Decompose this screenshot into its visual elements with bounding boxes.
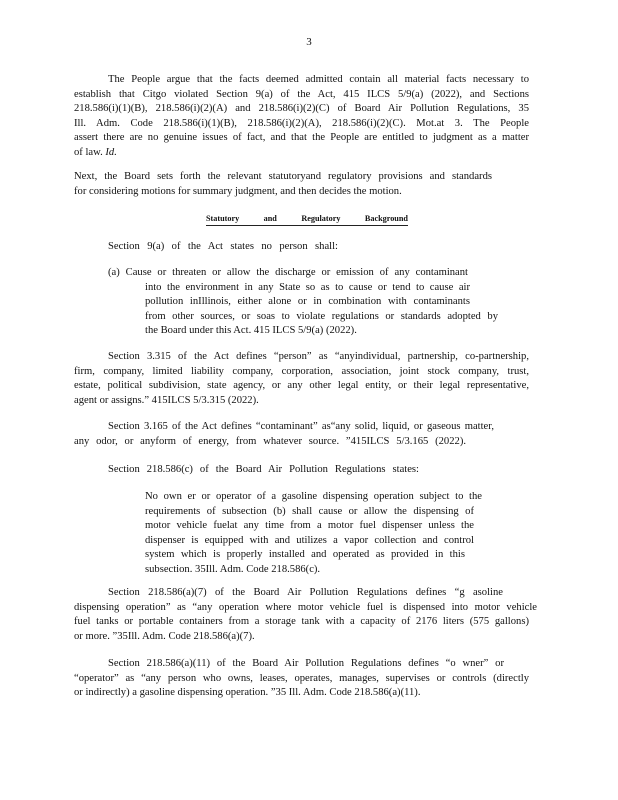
paragraph-section-3165: [74, 420, 494, 449]
paragraph-line: Section 218.586(c) of the Board Air Pollution Regulations states:: [108, 464, 419, 475]
paragraph-next-board: [74, 170, 492, 199]
paragraph-line: firm, company, limited liability company, corporation, association, joint stock company, trust,: [74, 365, 529, 377]
quote-line: the Board under this Act. 415 ILCS 5/9(a) (2022).: [145, 325, 357, 337]
paragraph-line: 218.586(i)(1)(B), 218.586(i)(2)(A) and 218.586(i)(2)(C) of Board Air Pollution Regulations, 35: [74, 103, 529, 115]
quote-line: dispenser is equipped with and utilizes a vapor collection and control: [145, 534, 474, 546]
paragraph-last-line: [74, 146, 529, 161]
heading-word: Background: [364, 214, 408, 223]
quote-line: (a) Cause or threaten or allow the discharge or emission of any contaminant: [108, 267, 468, 278]
quote-line: into the environment in any State so as to cause or tend to cause air: [145, 281, 470, 293]
paragraph-section-218586a11: [74, 657, 529, 701]
paragraph-line: fuel tanks or portable containers from a storage tank with a capacity of 2176 liters (575 gallons): [74, 616, 529, 628]
heading-word: Regulatory: [301, 214, 341, 223]
paragraph-section-218586a7: [74, 586, 537, 644]
paragraph-line: Section 218.586(a)(11) of the Board Air Pollution Regulations defines “o wner” or: [108, 658, 504, 669]
paragraph-section-3315: [74, 350, 529, 408]
line-text: of law.: [74, 146, 106, 158]
quote-section-9a: [108, 266, 498, 339]
citation-id: Id.: [105, 146, 117, 158]
quote-line: No own er or operator of a gasoline dispensing operation subject to the: [145, 491, 482, 502]
paragraph-line: Section 3.315 of the Act defines “person” as “anyindividual, partnership, co-partnership,: [108, 351, 529, 362]
quote-line: requirements of subsection (b) shall cause or allow the dispensing of: [145, 505, 474, 517]
paragraph-line: The People argue that the facts deemed admitted contain all material facts necessary to: [108, 74, 529, 85]
paragraph-line: “operator” as “any person who owns, leases, operates, manages, supervises or controls (directly: [74, 672, 529, 684]
paragraph-line: Next, the Board sets forth the relevant statutoryand regulatory provisions and standards: [74, 171, 492, 182]
paragraph-line: for considering motions for summary judgment, and then decides the motion.: [74, 185, 402, 197]
quote-section-218586c: [145, 490, 482, 578]
section-heading: [206, 213, 408, 226]
paragraph-line: estate, political subdivision, state agency, or any other legal entity, or their legal representative,: [74, 380, 529, 392]
paragraph-line: establish that Citgo violated Section 9(a) of the Act, 415 ILCS 5/9(a) (2022), and Sections: [74, 88, 529, 100]
paragraph-line: or more. ”35Ill. Adm. Code 218.586(a)(7).: [74, 630, 255, 642]
paragraph-line: dispensing operation” as “any operation where motor vehicle fuel is dispensed into motor vehicle: [74, 601, 537, 613]
paragraph-section-218586c: [108, 463, 419, 478]
page-number: 3: [306, 36, 312, 48]
paragraph-line: Ill. Adm. Code 218.586(i)(1)(B), 218.586(i)(2)(A), 218.586(i)(2)(C). Mot.at 3. The People: [74, 117, 529, 129]
paragraph-line: Section 3.165 of the Act defines “contaminant” as“any solid, liquid, or gaseous matter,: [108, 421, 494, 432]
quote-line: system which is properly installed and operated as provided in this: [145, 549, 465, 561]
paragraph-line: Section 218.586(a)(7) of the Board Air Pollution Regulations defines “g asoline: [108, 587, 503, 598]
paragraph-line: or indirectly) a gasoline dispensing operation. ”35 Ill. Adm. Code 218.586(a)(11).: [74, 687, 421, 699]
quote-line: from other sources, or soas to violate regulations or standards adopted by: [145, 310, 498, 322]
heading-word: and: [263, 214, 277, 223]
heading-word: Statutory: [206, 214, 240, 223]
paragraph-line: assert there are no genuine issues of fact, and that the People are entitled to judgment as a matter: [74, 132, 529, 144]
paragraph-people-argue: [74, 73, 529, 161]
quote-line: subsection. 35Ill. Adm. Code 218.586(c).: [145, 563, 321, 575]
paragraph-line: Section 9(a) of the Act states no person shall:: [108, 241, 338, 252]
quote-line: motor vehicle fuelat any time from a motor fuel dispenser unless the: [145, 520, 474, 532]
paragraph-section-9a: [108, 240, 338, 255]
paragraph-line: agent or assigns.” 415ILCS 5/3.315 (2022).: [74, 394, 259, 406]
quote-line: pollution inIllinois, either alone or in combination with contaminants: [145, 296, 470, 308]
paragraph-line: any odor, or anyform of energy, from whatever source. ”415ILCS 5/3.165 (2022).: [74, 435, 466, 447]
